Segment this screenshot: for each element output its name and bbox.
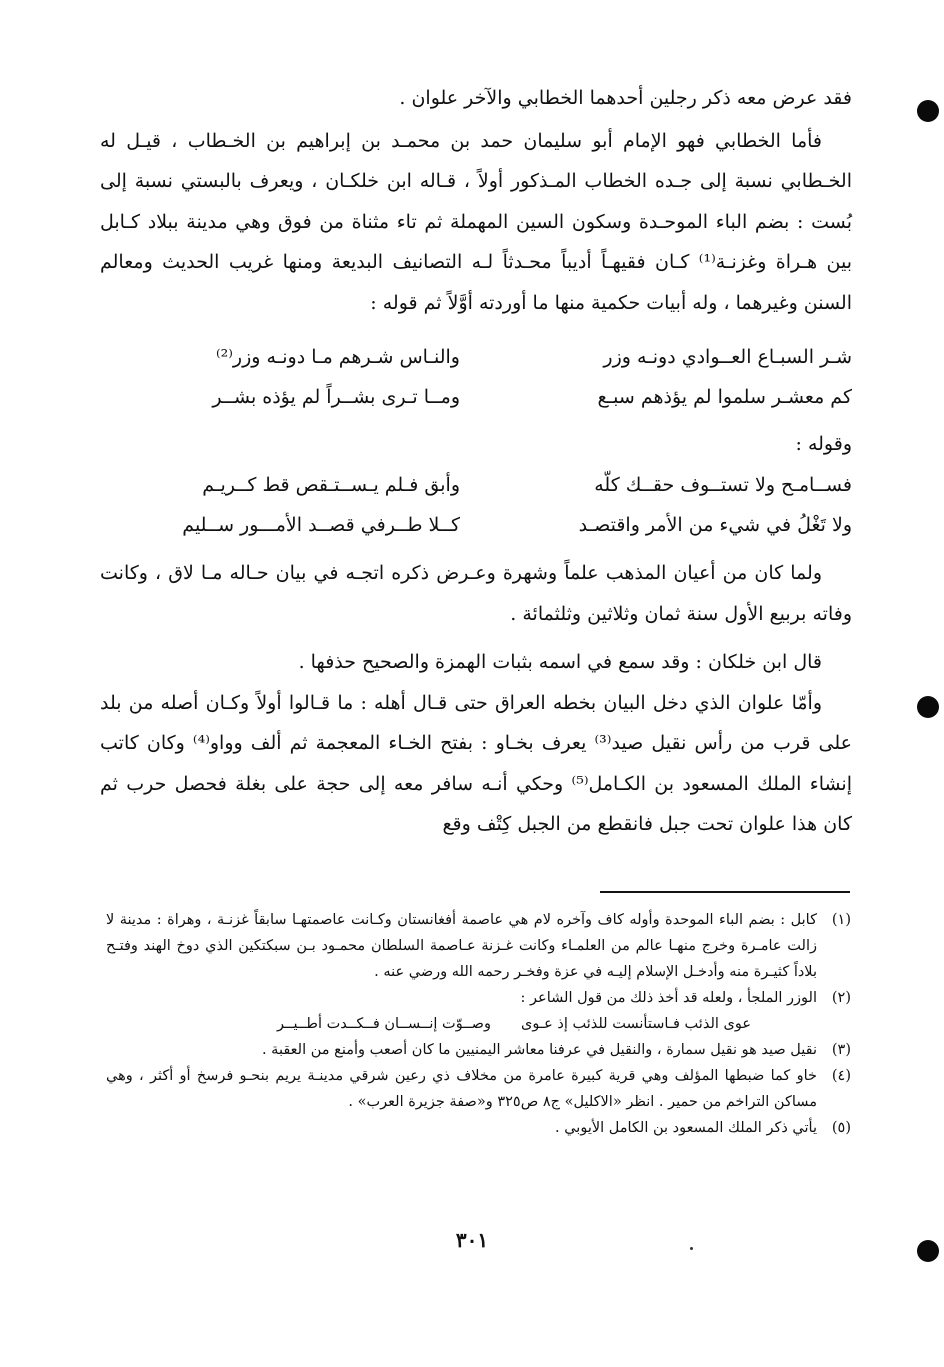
punch-hole-top	[917, 100, 939, 122]
footnote-text: الوزر الملجأ ، ولعله قد أخذ ذلك من قول الشاعر :	[520, 990, 817, 1006]
footnote-text: كابل : بضم الباء الموحدة وأوله كاف وآخره لام هي عاصمة أفغانستان وكـانت عاصمتهـا سابقاً غزنـة ، وهراة : مدينة لا زالت عامـرة وخرج منهـا عالم من العلمـاء وكانت غـزنة عـاصمة السلطان محمـود بـن سبكتكين الذي دوخ الهند وفتـح بلاداً كثيـرة منه وأدخـل الإسلام إليـه في عزة وفخـر رحمه الله ورضي عنه .	[106, 912, 817, 980]
verse-line	[100, 337, 852, 377]
footnote-text: خاو كما ضبطها المؤلف وهي قرية كبيرة عامرة من مخلاف ذي رعين شرقي مدينـة يريم بنحـو فرسخ أو أكثر ، وهي مساكن التراخم من حمير . انظر «الاكليل» ج٨ ص٣٢٥ و«صفة جزيرة العرب» .	[106, 1068, 817, 1110]
opening-line: فقد عرض معه ذكر رجلين أحدهما الخطابي والآخر علوان .	[399, 87, 852, 109]
verse-first-hemistich: ولا تَغْلُ في شيء من الأمر واقتصـد	[578, 514, 852, 536]
footnote-verse	[106, 1011, 851, 1037]
footnote-item	[106, 985, 851, 1011]
footnote-verse-second: وصــوّت إنــســان فــكــدت أطــيــر	[277, 1016, 491, 1032]
footnote-item	[106, 1037, 851, 1063]
verse-first-hemistich: فســامـح ولا تستــوف حقــك كلّه	[594, 474, 852, 496]
verse-second-hemistich: وأبق فـلم يـســتـقص قط كــريـم	[202, 474, 460, 496]
verse-line	[100, 465, 852, 505]
footnote-verse-first: عوى الذئب فـاستأنست للذئب إذ عـوى	[521, 1016, 751, 1032]
punch-hole-middle	[917, 696, 939, 718]
page-body	[100, 78, 852, 845]
footnote-item	[106, 1115, 851, 1141]
poem-one	[100, 337, 852, 417]
footnote-divider	[600, 891, 850, 893]
footnote-number: (٤)	[831, 1068, 851, 1084]
page-number: ٣٠١	[455, 1228, 489, 1252]
main-text	[100, 78, 852, 845]
poem-two	[100, 465, 852, 545]
footnote-text: نقيل صيد هو نقيل سمارة ، والنقيل في عرفنا معاشر اليمنيين ما كان أصعب وأمنع من العقبة .	[261, 1042, 817, 1058]
verse-second-hemistich: كــلا طــرفي قصــد الأمـــور ســليم	[182, 514, 460, 536]
verse-line	[100, 505, 852, 545]
verse-first-hemistich: كم معشـر سلموا لم يؤذهم سبـع	[597, 386, 852, 408]
footnote-number: (٥)	[831, 1120, 851, 1136]
status-paragraph: ولما كان من أعيان المذهب علماً وشهرة وعـرض ذكره اتجـه في بيان حـاله مـا لاق ، وكانت وفاته بربيع الأول سنة ثمان وثلاثين وثلثمائة .	[100, 562, 852, 625]
footnote-number: (٣)	[831, 1042, 851, 1058]
footnote-number: (١)	[831, 912, 851, 928]
footnotes	[106, 907, 851, 1141]
khattabi-paragraph: فأما الخطابي فهو الإمام أبو سليمان حمد بن محمـد بن إبراهيم بن الخـطاب ، قيـل له الخـطابي نسبة إلى جـده الخطاب المـذكور أولاً ، قـاله ابن خلكـان ، ويعرف بالبستي نسبة إلى بُست : بضم الباء الموحـدة وسكون السين المهملة ثم تاء مثناة من فوق وهي مدينة ببلاد كـابل بين هـراة وغزنـة⁽¹⁾ كـان فقيهـاً أديباً محـدثاً لـه التصانيف البديعة ومنها غريب الحديث ومعالم السنن وغيرهما ، وله أبيات حكمية منها ما أوردته أوَّلاً ثم قوله :	[100, 129, 852, 314]
footnote-text: يأتي ذكر الملك المسعود بن الكامل الأيوبي .	[554, 1120, 817, 1136]
footnote-item	[106, 1063, 851, 1115]
footnote-item	[106, 907, 851, 985]
poem-two-intro: وقوله :	[795, 433, 852, 455]
footnote-number: (٢)	[831, 990, 851, 1006]
verse-second-hemistich: والنـاس شـرهم مـا دونـه وزر⁽²⁾	[215, 346, 460, 368]
verse-line	[100, 377, 852, 417]
verse-first-hemistich: شـر السبـاع العــوادي دونـه وزر	[603, 346, 852, 368]
alwan-paragraph: وأمّا علوان الذي دخل البيان بخطه العراق حتى قـال أهله : ما قـالوا أولاً وكـان أصله من بلد على قرب من رأس نقيل صيد⁽³⁾ يعرف بخـاو : بفتح الخـاء المعجمة ثم ألف وواو⁽⁴⁾ وكان كاتب إنشاء الملك المسعود بن الكـامل⁽⁵⁾ وحكي أنـه سافر معه إلى حجة على بغلة فحصل حرب ثم كان هذا علوان تحت جبل فانقطع من الجبل كِتْف وقع	[100, 691, 853, 835]
verse-second-hemistich: ومــا تـرى بشــراً لم يؤذه بشــر	[212, 386, 460, 408]
ibn-khallikan-paragraph: قال ابن خلكان : وقد سمع في اسمه بثبات الهمزة والصحيح حذفها .	[298, 651, 822, 673]
